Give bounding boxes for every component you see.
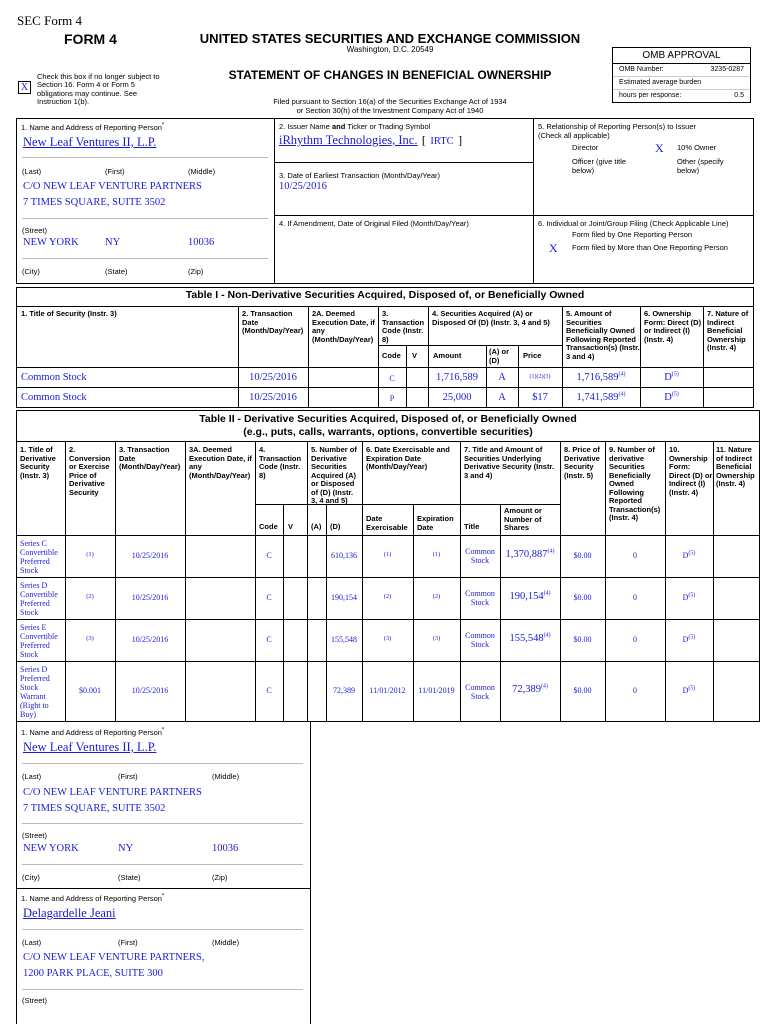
t2-col-date: 3. Transaction Date (Month/Day/Year) [119, 445, 181, 471]
t2-owned: 0 [633, 686, 637, 695]
t1-amount: 25,000 [442, 392, 472, 403]
t2-conversion: (1) [86, 551, 94, 558]
omb-hours-label: hours per response: [619, 92, 682, 99]
t2-col-underlying: 7. Title and Amount of Securities Underlying Derivative Security (Instr. 3 and 4) [464, 445, 555, 480]
t1-amount: 1,716,589 [436, 372, 478, 383]
t2-shares: 1,370,887$^{(4)}$ [505, 548, 555, 560]
t2-sub-expiration: Expiration Date [417, 514, 454, 532]
t2-security-title: Series E Convertible Preferred Stock [20, 623, 58, 659]
t2-col-code: 4. Transaction Code (Instr. 8) [259, 445, 302, 480]
box3-label: 3. Date of Earliest Transaction (Month/Day/Year) [279, 171, 441, 180]
t2-security-title: Series C Convertible Preferred Stock [20, 539, 58, 575]
t1-form: $D^{(5)}$ [664, 371, 679, 383]
t1-col-date: 2. Transaction Date (Month/Day/Year) [242, 309, 304, 335]
other-label: Other (specify below) [677, 157, 724, 175]
rp1-address-1: C/O NEW LEAF VENTURE PARTNERS [23, 787, 202, 798]
t2-col-nature: 11. Nature of Indirect Beneficial Ownership (Instr. 4) [716, 445, 755, 488]
t1-code: P [389, 394, 395, 403]
t2-underlying-title: Common Stock [465, 683, 495, 701]
one-person-label: Form filed by One Reporting Person [572, 230, 693, 239]
t1-col-title: 1. Title of Security (Instr. 3) [21, 309, 117, 318]
first-label: (First) [105, 167, 125, 176]
t2-security-title: Series D Convertible Preferred Stock [20, 581, 58, 617]
t2-disposed: 72,389 [333, 686, 355, 695]
more-persons-label: Form filed by More than One Reporting Person [572, 243, 728, 252]
t1-col-code: 3. Transaction Code (Instr. 8) [382, 309, 425, 344]
t1-sub-price: Price [523, 351, 542, 360]
t2-sub-v: V [288, 522, 294, 531]
t2-exercisable: 11/01/2012 [369, 686, 406, 695]
t2-form: $D^{(5)}$ [682, 592, 696, 602]
t2-expiration: (2) [432, 593, 441, 600]
t2-sub-a: (A) [311, 522, 322, 531]
t1-sub-aord: (A) or (D) [489, 347, 509, 365]
t1-col-owned: 5. Amount of Securities Beneficially Owned Following Reported Transaction(s) (Instr. 3 and 4) [566, 309, 640, 361]
rp1-middle-label: (Middle) [212, 772, 240, 781]
t2-shares: 72,389$^{(4)}$ [512, 683, 548, 695]
t1-price: $17 [532, 392, 548, 403]
t1-date: 10/25/2016 [249, 392, 297, 403]
t2-owned: 0 [633, 551, 637, 560]
omb-burden-label: Estimated average burden [613, 77, 750, 90]
statement-title: STATEMENT OF CHANGES IN BENEFICIAL OWNERSHIP [228, 68, 552, 82]
omb-hours-value: 0.5 [734, 92, 744, 99]
rp1-zip-label: (Zip) [212, 873, 228, 882]
omb-approval-box [612, 47, 751, 103]
t1-security-title: Common Stock [21, 372, 87, 383]
box2-label: 2. Issuer Name and Ticker or Trading Symbol [279, 122, 431, 131]
rp2-middle-label: (Middle) [212, 938, 240, 947]
reporting-person-name-link[interactable]: New Leaf Ventures II, L.P. [23, 135, 157, 149]
t2-col-owned: 9. Number of derivative Securities Beneficially Owned Following Reported Transaction(s) (Instr. 4) [609, 445, 661, 522]
t1-col-nature: 7. Nature of Indirect Beneficial Ownership (Instr. 4) [707, 309, 749, 352]
more-persons-mark[interactable]: X [549, 241, 558, 255]
t2-form: $D^{(5)}$ [682, 550, 696, 560]
rp1-city: NEW YORK [23, 843, 79, 854]
t1-sub-code: Code [382, 351, 401, 360]
filed-pursuant: Filed pursuant to Section 16(a) of the Securities Exchange Act of 1934 or Section 30(h) of the Investment Company Act of 1940 [273, 97, 507, 115]
rp1-state: NY [118, 843, 134, 854]
table1-title: Table I - Non-Derivative Securities Acquired, Disposed of, or Beneficially Owned [185, 289, 585, 301]
rp1-last-label: (Last) [22, 772, 42, 781]
issuer-name-link[interactable]: iRhythm Technologies, Inc. [279, 133, 418, 147]
t2-sub-exercisable: Date Exercisable [366, 514, 408, 532]
t2-conversion: (2) [86, 593, 94, 600]
street-label: (Street) [22, 226, 48, 235]
t2-disposed: 155,548 [331, 635, 357, 644]
t2-code: C [266, 593, 272, 602]
rp2-first-label: (First) [118, 938, 138, 947]
t2-expiration: 11/01/2019 [418, 686, 455, 695]
officer-label: Officer (give title below) [572, 157, 627, 175]
city-label: (City) [22, 267, 40, 276]
t2-disposed: 610,136 [331, 551, 357, 560]
t2-price: $0.00 [573, 635, 592, 644]
state-label: (State) [105, 267, 128, 276]
t1-aord: A [498, 392, 506, 403]
box6-label: 6. Individual or Joint/Group Filing (Check Applicable Line) [538, 219, 729, 228]
middle-label: (Middle) [188, 167, 216, 176]
omb-title: OMB APPROVAL [613, 48, 750, 64]
t2-expiration: (1) [432, 551, 441, 558]
t2-price: $0.00 [573, 593, 592, 602]
t2-col-form: 10. Ownership Form: Direct (D) or Indirect (I) (Instr. 4) [669, 445, 713, 497]
city-value: NEW YORK [23, 237, 79, 248]
t2-underlying-title: Common Stock [465, 631, 495, 649]
t2-security-title: Series D Preferred Stock Warrant (Right to Buy) [20, 665, 50, 719]
form-title: FORM 4 [64, 31, 117, 47]
t1-security-title: Common Stock [21, 392, 87, 403]
t2-owned: 0 [633, 593, 637, 602]
state-value: NY [105, 237, 121, 248]
t2-code: C [266, 551, 272, 560]
last-label: (Last) [22, 167, 42, 176]
commission-location: Washington, D.C. 20549 [346, 45, 434, 54]
t1-owned: 1,716,589$^{(4)}$ [576, 371, 626, 383]
no-longer-subject-text: Check this box if no longer subject to Section 16. Form 4 or Form 5 obligations may continue. See Instruction 1(b). [37, 72, 160, 106]
rp1-city-label: (City) [22, 873, 40, 882]
box4-label: 4. If Amendment, Date of Original Filed (Month/Day/Year) [279, 219, 469, 228]
rp1-first-label: (First) [118, 772, 138, 781]
rp1-label: 1. Name and Address of Reporting Person* [21, 727, 165, 737]
t2-col-exercisable: 6. Date Exercisable and Expiration Date (Month/Day/Year) [366, 445, 450, 471]
ten-percent-owner-label: 10% Owner [677, 143, 717, 152]
t1-col-deemed: 2A. Deemed Execution Date, if any (Month/Day/Year) [312, 309, 375, 344]
t2-conversion: (3) [86, 635, 94, 642]
t1-aord: A [498, 372, 506, 383]
box5-label: 5. Relationship of Reporting Person(s) to Issuer (Check all applicable) [538, 122, 696, 140]
t2-col-title: 1. Title of Derivative Security (Instr. 3) [20, 445, 56, 480]
t2-exercisable: (1) [383, 551, 392, 558]
omb-number-label: OMB Number: [619, 66, 664, 73]
t2-conversion: $0.001 [79, 686, 101, 695]
t2-shares: 190,154$^{(4)}$ [509, 590, 551, 602]
t2-code: C [266, 686, 272, 695]
t2-col-price: 8. Price of Derivative Security (Instr. 5) [564, 445, 600, 480]
t1-owned: 1,741,589$^{(4)}$ [576, 391, 626, 403]
rp2-address-1: C/O NEW LEAF VENTURE PARTNERS, [23, 952, 205, 963]
t1-col-form: 6. Ownership Form: Direct (D) or Indirect (I) (Instr. 4) [644, 309, 702, 344]
t1-sub-v: V [412, 351, 418, 360]
t2-sub-amount: Amount or Number of Shares [504, 506, 542, 532]
t2-underlying-title: Common Stock [465, 589, 495, 607]
t2-underlying-title: Common Stock [465, 547, 495, 565]
ticker-symbol: IRTC [430, 136, 454, 147]
t2-shares: 155,548$^{(4)}$ [509, 632, 551, 644]
rp1-name-link[interactable]: New Leaf Ventures II, L.P. [23, 740, 157, 754]
t2-expiration: (3) [432, 635, 441, 642]
t2-date: 10/25/2016 [131, 686, 169, 695]
t2-sub-code: Code [259, 522, 278, 531]
t1-col-acquired: 4. Securities Acquired (A) or Disposed Of (D) (Instr. 3, 4 and 5) [432, 309, 550, 327]
rp1-street-label: (Street) [22, 831, 48, 840]
t2-form: $D^{(5)}$ [682, 685, 696, 695]
t2-exercisable: (3) [383, 635, 392, 642]
rp1-zip: 10036 [212, 843, 239, 854]
t2-sub-d: (D) [330, 522, 341, 531]
table2-title: Table II - Derivative Securities Acquired, Disposed of, or Beneficially Owned (e.g., puts, calls, warrants, options, convertible securities) [199, 413, 577, 438]
t2-code: C [266, 635, 272, 644]
address-line-2: 7 TIMES SQUARE, SUITE 3502 [23, 197, 166, 208]
rp1-state-label: (State) [118, 873, 141, 882]
t1-date: 10/25/2016 [249, 372, 297, 383]
address-line-1: C/O NEW LEAF VENTURE PARTNERS [23, 181, 202, 192]
rp2-street-label: (Street) [22, 996, 48, 1005]
rp2-label: 1. Name and Address of Reporting Person* [21, 893, 165, 903]
t2-form: $D^{(5)}$ [682, 634, 696, 644]
t1-sub-amount: Amount [433, 351, 462, 360]
rp2-last-label: (Last) [22, 938, 42, 947]
t1-form: $D^{(5)}$ [664, 391, 679, 403]
issuer-line: iRhythm Technologies, Inc. [ IRTC ] [279, 133, 463, 147]
rp2-address-2: 1200 PARK PLACE, SUITE 300 [23, 968, 163, 979]
t2-col-conversion: 2. Conversion or Exercise Price of Derivative Security [69, 445, 111, 497]
t2-date: 10/25/2016 [131, 593, 169, 602]
t2-disposed: 190,154 [331, 593, 357, 602]
t1-code: C [389, 374, 395, 383]
t2-col-number: 5. Number of Derivative Securities Acquired (A) or Disposed of (D) (Instr. 3, 4 and 5) [311, 445, 357, 505]
no-longer-subject-checkbox[interactable]: X [18, 81, 31, 94]
t2-date: 10/25/2016 [131, 551, 169, 560]
t2-col-deemed: 3A. Deemed Execution Date, if any (Month/Day/Year) [189, 445, 252, 480]
earliest-transaction-date: 10/25/2016 [279, 181, 327, 192]
t2-date: 10/25/2016 [131, 635, 169, 644]
t2-price: $0.00 [573, 551, 592, 560]
t2-sub-title: Title [464, 522, 480, 531]
ten-percent-owner-mark[interactable]: X [655, 141, 664, 155]
box1-label: 1. Name and Address of Reporting Person* [21, 122, 165, 132]
commission-title: UNITED STATES SECURITIES AND EXCHANGE COMMISSION [199, 31, 581, 46]
t2-owned: 0 [633, 635, 637, 644]
t2-exercisable: (2) [383, 593, 392, 600]
sec-form-label: SEC Form 4 [17, 13, 83, 28]
t2-price: $0.00 [573, 686, 592, 695]
zip-label: (Zip) [188, 267, 204, 276]
rp1-address-2: 7 TIMES SQUARE, SUITE 3502 [23, 803, 166, 814]
omb-number-value: 3235-0287 [710, 66, 744, 73]
director-label: Director [572, 143, 599, 152]
rp2-name-link[interactable]: Delagardelle Jeani [23, 906, 116, 920]
zip-value: 10036 [188, 237, 215, 248]
t1-price: (1)(2)(3) [529, 374, 551, 380]
